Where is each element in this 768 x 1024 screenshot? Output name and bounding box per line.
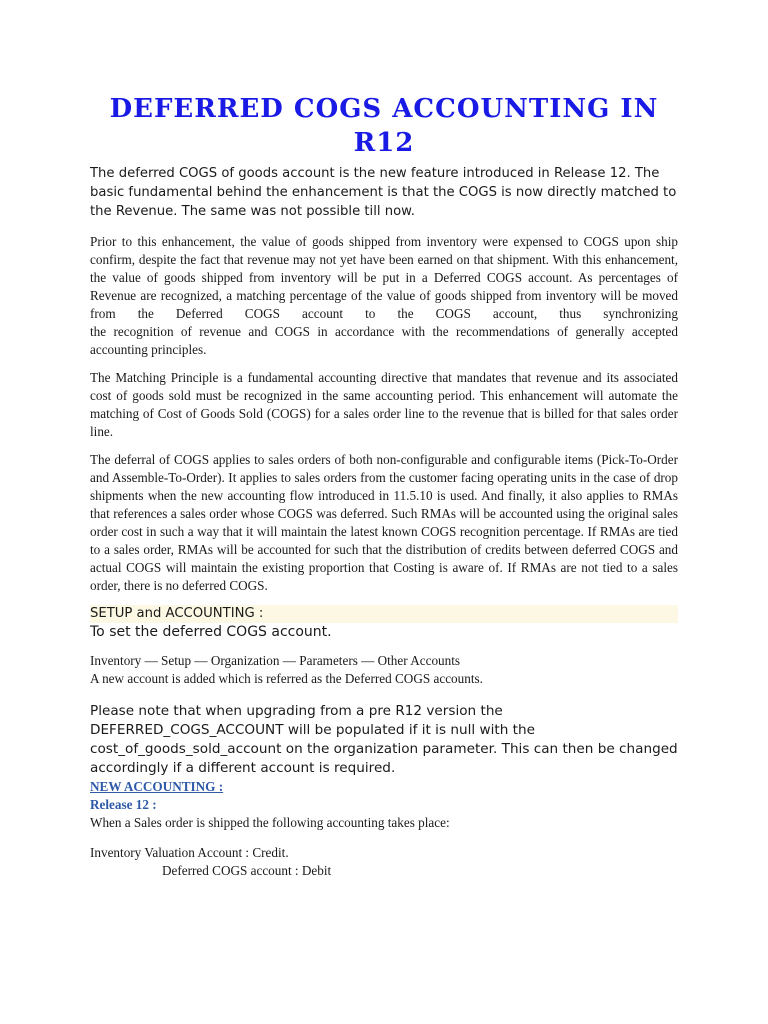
title-line-2: R12 [353, 128, 415, 158]
intro-paragraph: The deferred COGS of goods account is the new feature introduced in Release 12. The basic fundamental behind the enhancement is that the COGS is now directly matched to the Revenue. The same was not possible till now. [90, 166, 677, 219]
release-heading: Release 12 : [90, 797, 157, 812]
prior-paragraph [90, 233, 678, 359]
document-page [90, 92, 678, 880]
entry-debit: Deferred COGS account : Debit [162, 863, 332, 878]
shipped-line: When a Sales order is shipped the following accounting takes place: [90, 815, 450, 830]
document-title [90, 92, 678, 160]
new-accounting-heading: NEW ACCOUNTING : [90, 779, 224, 794]
navigation-path: Inventory — Setup — Organization — Parameters — Other Accounts [90, 653, 461, 668]
entry-credit: Inventory Valuation Account : Credit. [90, 845, 289, 860]
title-line-1: DEFERRED COGS ACCOUNTING IN [109, 94, 659, 124]
spacer [90, 832, 678, 844]
upgrade-note: Please note that when upgrading from a pre R12 version the DEFERRED_COGS_ACCOUNT will be populated if it is null with the cost_of_goods_sold_account on the organization parameter. This can then be changed accordingly if a different account is required. [90, 703, 678, 776]
deferral-paragraph: The deferral of COGS applies to sales orders of both non-configurable and configurable items (Pick-To-Order and Assemble-To-Order). It applies to sales orders from the customer facing operating units in the case of drop shipments when the new accounting flow introduced in 11.5.10 is used. And finally, it also applies to RMAs that references a sales order whose COGS was deferred. Such RMAs will be accounted using the original sales order cost in such a way that it will maintain the latest known COGS recognition percentage. If RMAs are tied to a sales order, RMAs will be accounted for such that the distribution of credits between deferred COGS and actual COGS will maintain the existing proportion that Costing is aware of. If RMAs are not tied to a sales order, there is no deferred COGS. [90, 452, 678, 593]
setup-subheading: To set the deferred COGS account. [90, 624, 332, 640]
setup-heading: SETUP and ACCOUNTING : [90, 605, 678, 623]
matching-principle-paragraph: The Matching Principle is a fundamental accounting directive that mandates that revenue and its associated cost of goods sold must be recognized in the same accounting period. This enhancement will automate the matching of Cost of Goods Sold (COGS) for a sales order line to the revenue that is billed for that sales order line. [90, 370, 678, 439]
navigation-note: A new account is added which is referred as the Deferred COGS accounts. [90, 671, 483, 686]
prior-paragraph-main: Prior to this enhancement, the value of goods shipped from inventory were expensed to COGS upon ship confirm, despite the fact that revenue may not yet have been earned on that shipment. With this enhancement, the value of goods shipped from inventory will be put in a Deferred COGS account. As percentages of Revenue are recognized, a matching percentage of the value of goods shipped from inventory will be moved from the Deferred COGS account to the COGS account, thus synchronizing [90, 234, 678, 321]
prior-paragraph-tail: the recognition of revenue and COGS in accordance with the recommendations of generally accepted accounting principles. [90, 324, 678, 357]
